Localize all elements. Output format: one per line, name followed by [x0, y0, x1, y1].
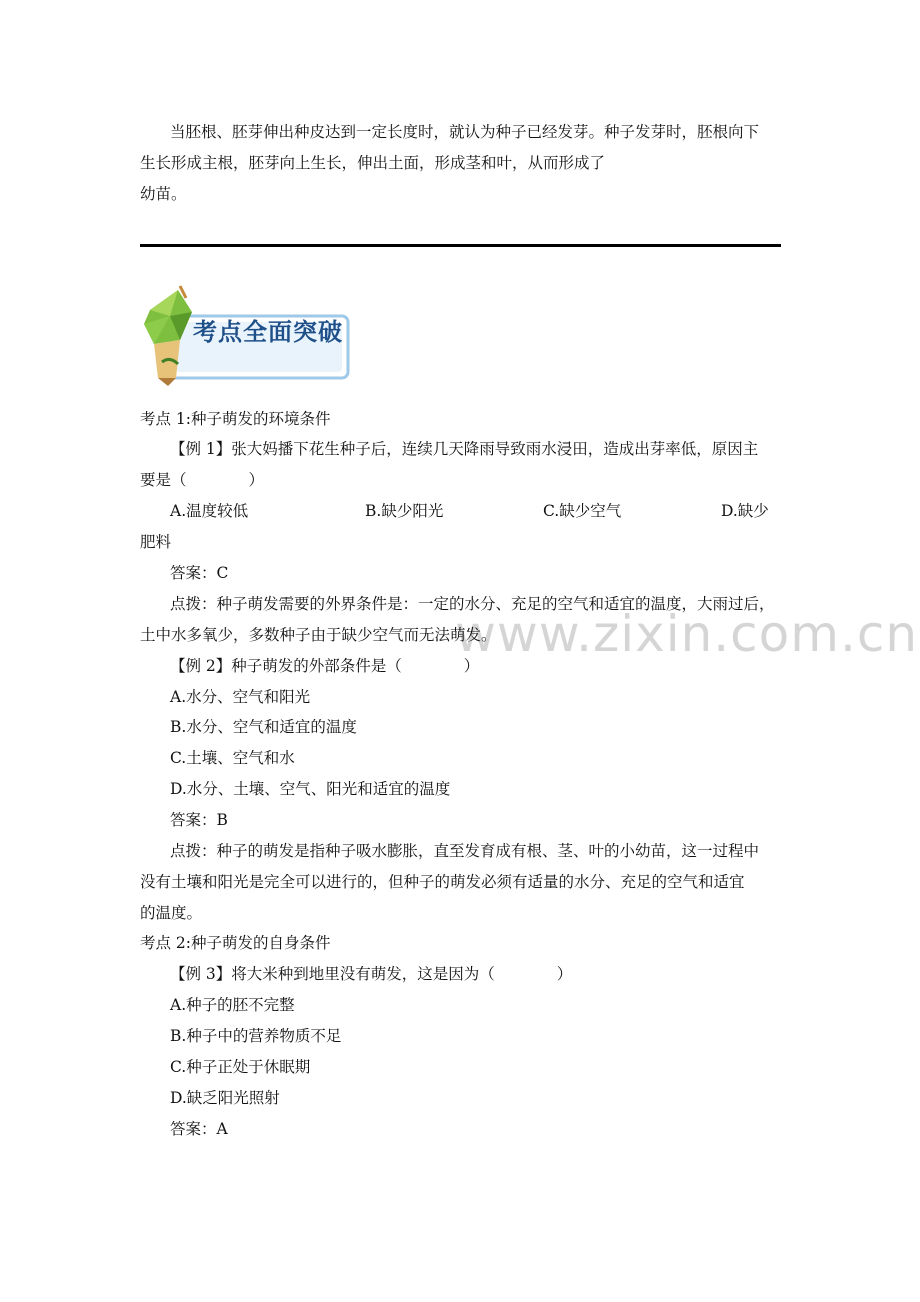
example-1-option-b: B.缺少阳光: [365, 502, 444, 520]
example-2-option-d: D.水分、土壤、空气、阳光和适宜的温度: [170, 780, 451, 798]
example-1-option-a: A.温度较低: [170, 502, 249, 520]
example-1-stem-line-1: 【例 1】张大妈播下花生种子后，连续几天降雨导致雨水浸田，造成出芽率低，原因主: [170, 440, 759, 458]
badge-label: 考点全面突破: [193, 318, 343, 346]
example-1-stem-line-2: 要是（ ）: [140, 471, 265, 489]
example-2-tip-line-2: 没有土壤和阳光是完全可以进行的，但种子的萌发必须有适量的水分、充足的空气和适宜: [140, 873, 745, 891]
section-2-title: 考点 2:种子萌发的自身条件: [140, 934, 331, 952]
example-1-option-c: C.缺少空气: [543, 502, 622, 520]
example-3-option-c: C.种子正处于休眠期: [170, 1058, 311, 1076]
example-3-option-a: A.种子的胚不完整: [170, 996, 295, 1014]
watermark: www.zixin.com.cn: [455, 605, 919, 663]
example-2-tip-line-3: 的温度。: [140, 904, 203, 922]
section-divider: [140, 244, 781, 247]
example-3-option-b: B.种子中的营养物质不足: [170, 1027, 342, 1045]
example-2-option-b: B.水分、空气和适宜的温度: [170, 718, 357, 736]
example-2-answer: 答案：B: [170, 811, 228, 829]
example-1-tip-line-2: 土中水多氧少，多数种子由于缺少空气而无法萌发。: [140, 626, 497, 644]
example-3-stem: 【例 3】将大米种到地里没有萌发，这是因为（ ）: [170, 965, 573, 983]
example-2-option-c: C.土壤、空气和水: [170, 749, 295, 767]
section-1-title: 考点 1:种子萌发的环境条件: [140, 410, 331, 428]
example-1-tip-line-1: 点拨：种子萌发需要的外界条件是：一定的水分、充足的空气和适宜的温度，大雨过后，: [170, 595, 775, 613]
example-1-option-d: D.缺少: [721, 502, 769, 520]
intro-paragraph-line-3: 幼苗。: [140, 185, 187, 203]
example-2-stem: 【例 2】种子萌发的外部条件是（ ）: [170, 657, 480, 675]
section-badge: [140, 282, 352, 386]
example-3-answer: 答案：A: [170, 1120, 228, 1138]
example-2-tip-line-1: 点拨：种子的萌发是指种子吸水膨胀，直至发育成有根、茎、叶的小幼苗，这一过程中: [170, 842, 760, 860]
example-1-answer: 答案：C: [170, 564, 229, 582]
example-1-option-d-continued: 肥料: [140, 533, 172, 551]
intro-paragraph-line-2: 生长形成主根，胚芽向上生长，伸出土面，形成茎和叶，从而形成了: [140, 154, 606, 172]
example-3-option-d: D.缺乏阳光照射: [170, 1089, 280, 1107]
example-2-option-a: A.水分、空气和阳光: [170, 688, 311, 706]
intro-paragraph-line-1: 当胚根、胚芽伸出种皮达到一定长度时，就认为种子已经发芽。种子发芽时，胚根向下: [170, 123, 760, 141]
